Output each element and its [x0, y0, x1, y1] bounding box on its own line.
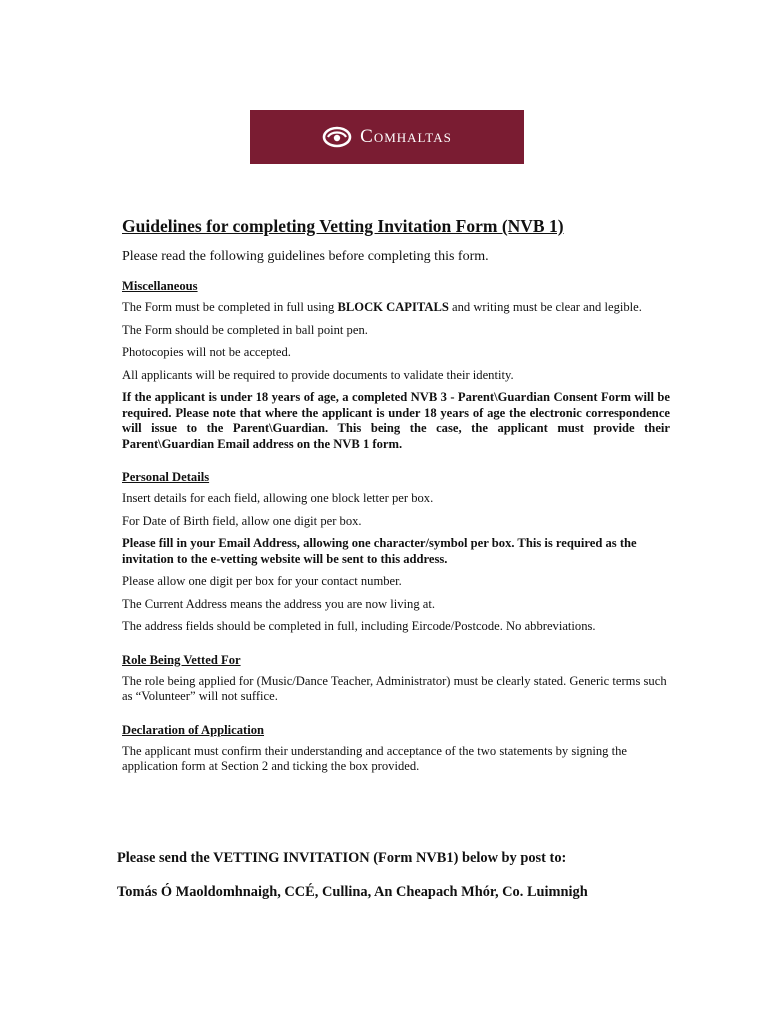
paragraph-email-notice: Please fill in your Email Address, allowing one character/symbol per box. This is required as the invitation to the e-vetting website will be sent to this address.: [122, 536, 637, 566]
comhaltas-emblem-icon: [322, 126, 352, 148]
section-heading: Role Being Vetted For: [122, 652, 241, 667]
section-heading: Personal Details: [122, 470, 210, 484]
paragraph: Please allow one digit per box for your contact number.: [122, 574, 402, 588]
paragraph: The applicant must confirm their understanding and acceptance of the two statements by signing the application form at Section 2 and ticking the box provided.: [122, 743, 627, 773]
section-role-being-vetted: [122, 653, 670, 705]
send-by-post-line: Please send the VETTING INVITATION (Form NVB1) below by post to:: [117, 850, 567, 866]
paragraph: The role being applied for (Music/Dance Teacher, Administrator) must be clearly stated. Generic terms such as “Volunteer” will not suffice.: [122, 673, 667, 703]
page-title: Guidelines for completing Vetting Invitation Form (NVB 1): [122, 216, 564, 236]
paragraph: The address fields should be completed in full, including Eircode/Postcode. No abbreviations.: [122, 619, 596, 633]
guidelines-document: [122, 216, 670, 782]
paragraph: The Current Address means the address you are now living at.: [122, 596, 436, 611]
section-personal-details: [122, 470, 670, 635]
logo-wordmark: Comhaltas: [360, 126, 452, 147]
section-miscellaneous: [122, 279, 670, 452]
postal-address: Tomás Ó Maoldomhnaigh, CCÉ, Cullina, An Cheapach Mhór, Co. Luimnigh: [117, 884, 588, 900]
section-declaration: [122, 723, 670, 775]
comhaltas-logo: [250, 110, 524, 164]
section-heading: Miscellaneous: [122, 279, 198, 293]
postal-instructions: [117, 850, 717, 918]
paragraph: Insert details for each field, allowing one block letter per box.: [122, 491, 434, 505]
text-run: The Form must be completed in full using: [122, 300, 338, 314]
paragraph-block-capitals: [122, 300, 670, 316]
text-run: and writing must be clear and legible.: [448, 300, 642, 314]
paragraph: The Form should be completed in ball point pen.: [122, 322, 368, 337]
paragraph: Photocopies will not be accepted.: [122, 345, 291, 359]
intro-text: Please read the following guidelines before completing this form.: [122, 249, 489, 264]
section-heading: Declaration of Application: [122, 722, 265, 737]
paragraph-under-18-notice: If the applicant is under 18 years of age, a completed NVB 3 - Parent\Guardian Consent Form will be required. Please note that where the applicant is under 18 years of age the electronic correspondence will issue to the Parent\Guardian. This being the case, the applicant must provide their Parent\Guardian Email address on the NVB 1 form.: [122, 390, 670, 451]
text-run-bold: BLOCK CAPITALS: [337, 300, 449, 314]
paragraph: All applicants will be required to provide documents to validate their identity.: [122, 367, 514, 382]
paragraph: For Date of Birth field, allow one digit per box.: [122, 513, 362, 528]
